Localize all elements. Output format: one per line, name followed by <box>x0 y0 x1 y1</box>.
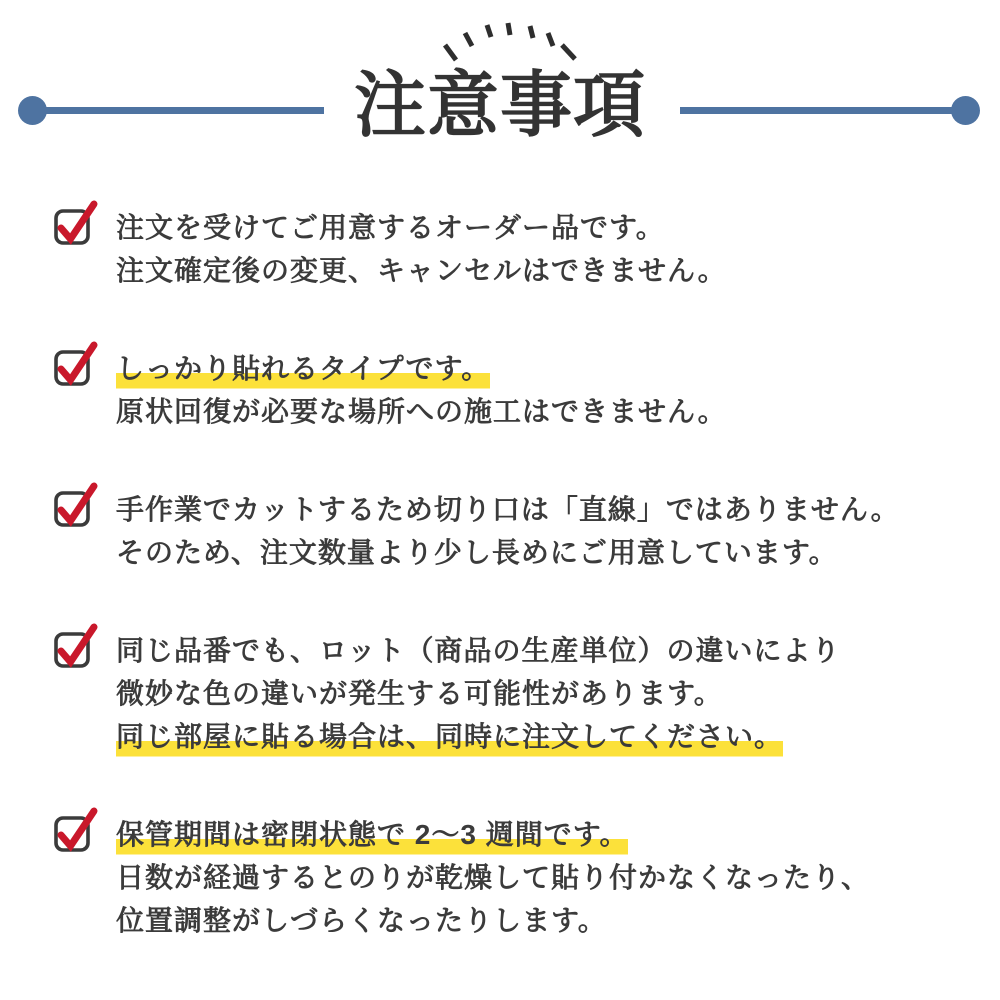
rule-line <box>42 107 324 114</box>
notice-line <box>116 715 840 758</box>
notice-line: 位置調整がしづらくなったりします。 <box>116 905 607 936</box>
notice-text <box>116 629 840 758</box>
page-title: 注意事項 <box>353 66 647 146</box>
notice-line: 注文を受けてご用意するオーダー品です。 <box>116 212 665 243</box>
notice-text <box>116 347 727 433</box>
title-rule-left <box>18 95 324 125</box>
highlighted-text: しっかり貼れるタイプです。 <box>116 347 490 390</box>
notice-line: 手作業でカットするため切り口は「直線」ではありません。 <box>116 494 900 525</box>
notice-line: そのため、注文数量より少し長めにご用意しています。 <box>116 537 838 568</box>
checkbox-checked-icon <box>53 806 99 852</box>
checkbox-checked-icon <box>53 622 99 668</box>
notice-item <box>53 347 1000 433</box>
checkbox-checked-icon <box>53 481 99 527</box>
highlighted-text: 同じ部屋に貼る場合は、同時に注文してください。 <box>116 715 783 758</box>
rule-line <box>680 107 956 114</box>
notice-line: 同じ品番でも、ロット（商品の生産単位）の違いにより <box>116 635 841 666</box>
notice-line: 日数が経過するとのりが乾燥して貼り付かなくなったり、 <box>116 862 871 893</box>
notice-text <box>116 813 870 942</box>
title-section <box>0 0 1000 170</box>
checkbox-checked-icon <box>53 340 99 386</box>
notice-item <box>53 813 1000 942</box>
title-rule-right <box>680 95 980 125</box>
notice-line: 微妙な色の違いが発生する可能性があります。 <box>116 678 723 709</box>
rule-end-dot-icon <box>951 96 980 125</box>
notice-line <box>116 347 727 390</box>
checkbox-checked-icon <box>53 199 99 245</box>
notice-text <box>116 206 727 292</box>
notice-line <box>116 813 870 856</box>
notice-item <box>53 488 1000 574</box>
notice-line: 注文確定後の変更、キャンセルはできません。 <box>116 255 727 286</box>
notice-list <box>0 170 1000 942</box>
notice-line: 原状回復が必要な場所への施工はできません。 <box>116 396 727 427</box>
highlighted-text: 保管期間は密閉状態で 2〜3 週間です。 <box>116 813 628 856</box>
notice-item <box>53 206 1000 292</box>
notice-item <box>53 629 1000 758</box>
notice-text <box>116 488 900 574</box>
emphasis-rays-icon <box>440 10 580 65</box>
